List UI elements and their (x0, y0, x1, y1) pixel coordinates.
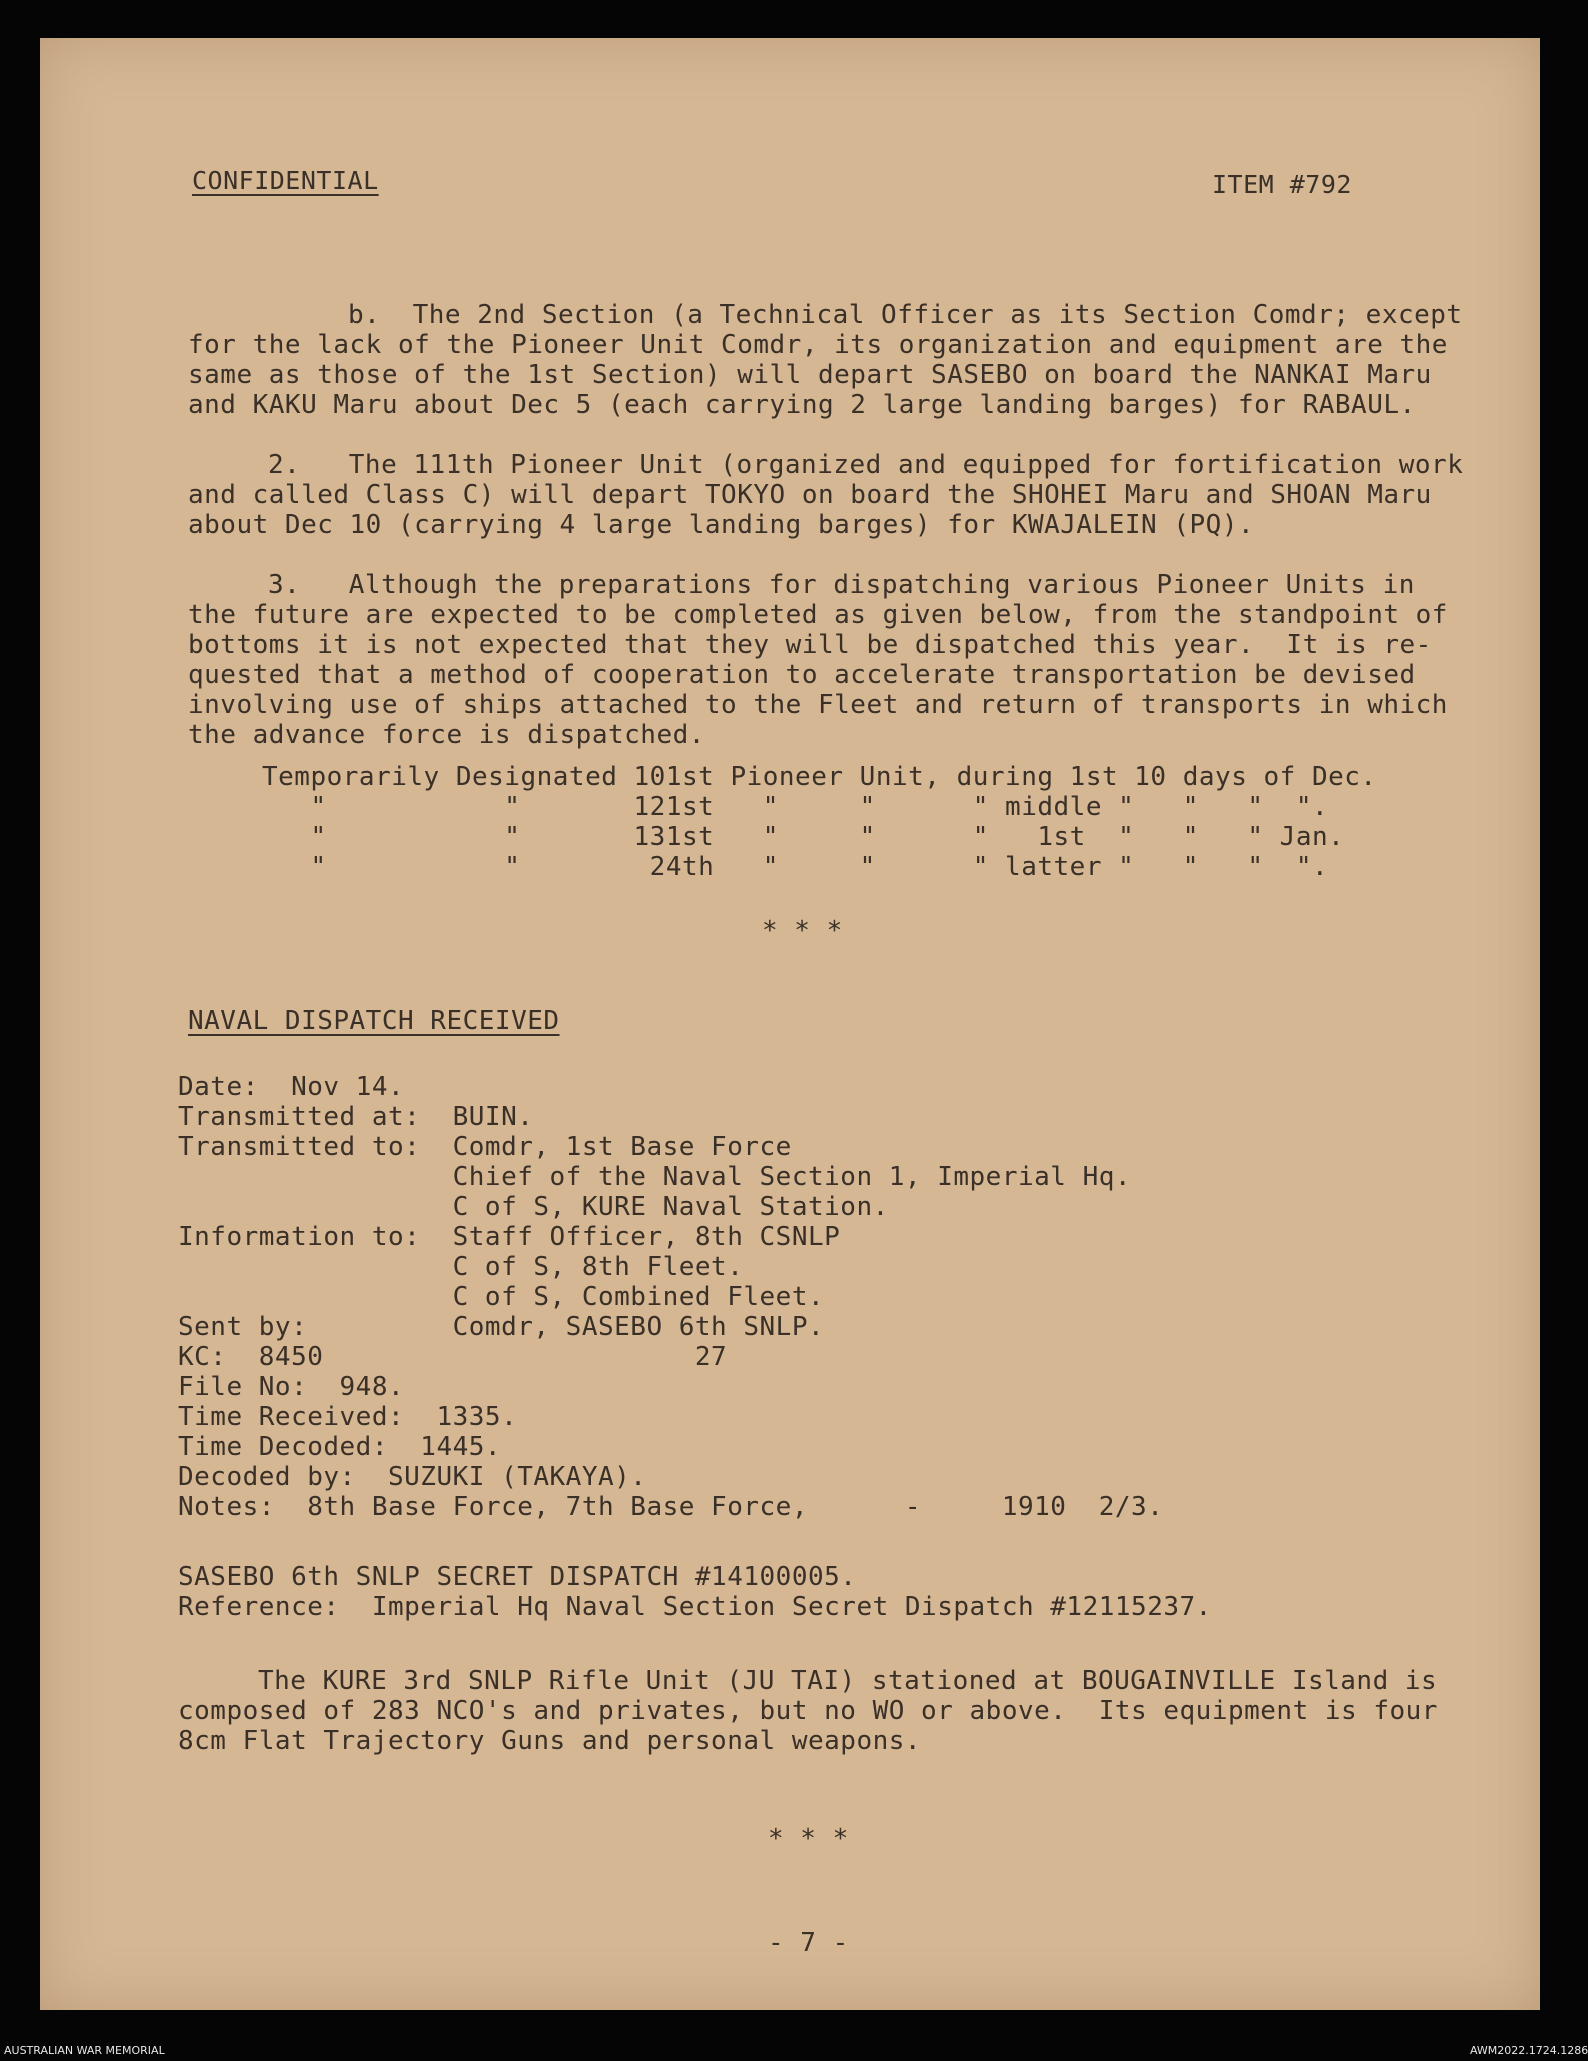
text-line: 2. The 111th Pioneer Unit (organized and equipped for fortification work (268, 450, 1464, 480)
field-line: Transmitted to: Comdr, 1st Base Force (178, 1132, 792, 1162)
schedule-row: Temporarily Designated 101st Pioneer Unit, during 1st 10 days of Dec. (262, 762, 1377, 792)
item-number: ITEM #792 (1212, 170, 1352, 199)
section-separator: * * * (768, 1824, 849, 1854)
field-line: Time Received: 1335. (178, 1402, 518, 1432)
archive-credit: AUSTRALIAN WAR MEMORIAL (4, 2044, 165, 2057)
text-line: the advance force is dispatched. (188, 720, 705, 750)
text-line: quested that a method of cooperation to accelerate transportation be devised (188, 660, 1416, 690)
field-line: Notes: 8th Base Force, 7th Base Force, - 1910 2/3. (178, 1492, 1164, 1522)
text-line: Reference: Imperial Hq Naval Section Secret Dispatch #12115237. (178, 1592, 1212, 1622)
text-line: composed of 283 NCO's and privates, but no WO or above. Its equipment is four (178, 1696, 1438, 1726)
schedule-row: " " 131st " " " 1st " " " Jan. (262, 822, 1345, 852)
field-line: Date: Nov 14. (178, 1072, 405, 1102)
text-line: involving use of ships attached to the Fleet and return of transports in which (188, 690, 1448, 720)
text-line: The KURE 3rd SNLP Rifle Unit (JU TAI) stationed at BOUGAINVILLE Island is (258, 1666, 1438, 1696)
text-line: and called Class C) will depart TOKYO on board the SHOHEI Maru and SHOAN Maru (188, 480, 1432, 510)
text-line: 8cm Flat Trajectory Guns and personal weapons. (178, 1726, 922, 1756)
text-line: 3. Although the preparations for dispatching various Pioneer Units in (268, 570, 1415, 600)
page-number: - 7 - (768, 1928, 849, 1958)
section-separator: * * * (762, 916, 843, 946)
field-line: Information to: Staff Officer, 8th CSNLP (178, 1222, 841, 1252)
schedule-row: " " 24th " " " latter " " " ". (262, 852, 1329, 882)
text-line: SASEBO 6th SNLP SECRET DISPATCH #14100005. (178, 1562, 857, 1592)
field-line: C of S, Combined Fleet. (178, 1282, 825, 1312)
field-line: Decoded by: SUZUKI (TAKAYA). (178, 1462, 647, 1492)
field-line: C of S, KURE Naval Station. (178, 1192, 889, 1222)
text-line: b. The 2nd Section (a Technical Officer as its Section Comdr; except (348, 300, 1463, 330)
schedule-row: " " 121st " " " middle " " " ". (262, 792, 1329, 822)
archive-reference: AWM2022.1724.1286 (1470, 2044, 1588, 2057)
field-line: Chief of the Naval Section 1, Imperial Hq. (178, 1162, 1132, 1192)
field-line: C of S, 8th Fleet. (178, 1252, 744, 1282)
text-line: same as those of the 1st Section) will depart SASEBO on board the NANKAI Maru (188, 360, 1432, 390)
text-line: the future are expected to be completed as given below, from the standpoint of (188, 600, 1448, 630)
field-line: KC: 8450 27 (178, 1342, 728, 1372)
field-line: Time Decoded: 1445. (178, 1432, 502, 1462)
text-line: and KAKU Maru about Dec 5 (each carrying 2 large landing barges) for RABAUL. (188, 390, 1416, 420)
field-line: Transmitted at: BUIN. (178, 1102, 534, 1132)
document-page (40, 38, 1540, 2010)
text-line: bottoms it is not expected that they will be dispatched this year. It is re- (188, 630, 1432, 660)
classification-label: CONFIDENTIAL (192, 166, 379, 195)
field-line: File No: 948. (178, 1372, 405, 1402)
text-line: for the lack of the Pioneer Unit Comdr, its organization and equipment are the (188, 330, 1448, 360)
field-line: Sent by: Comdr, SASEBO 6th SNLP. (178, 1312, 825, 1342)
section-title: NAVAL DISPATCH RECEIVED (188, 1006, 560, 1036)
text-line: about Dec 10 (carrying 4 large landing barges) for KWAJALEIN (PQ). (188, 510, 1255, 540)
